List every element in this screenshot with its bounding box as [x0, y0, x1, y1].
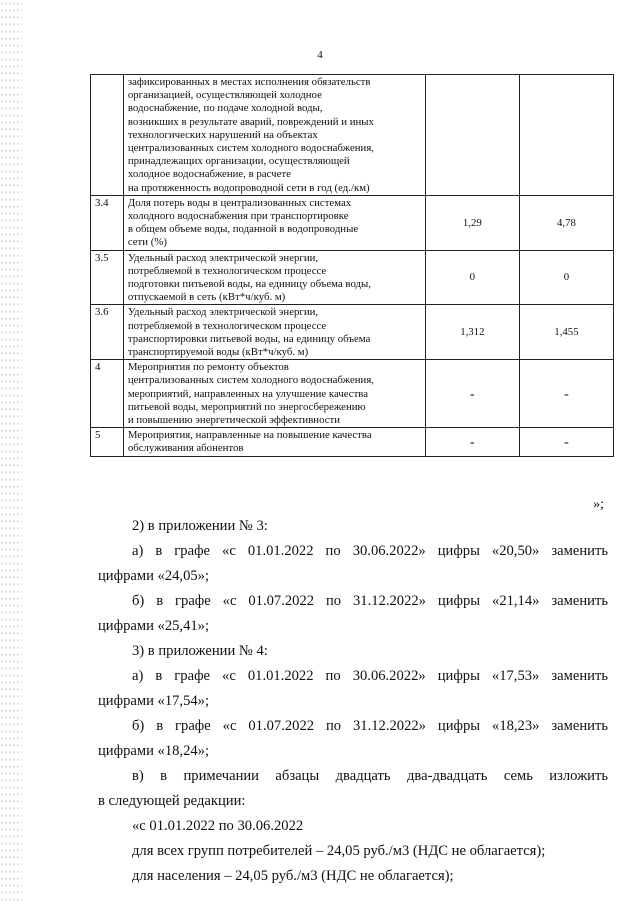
description-line: сети (%)	[127, 236, 167, 249]
description-line: Мероприятия по ремонту объектов	[127, 361, 289, 374]
description-line: потребляемой в технологическом процессе	[127, 264, 327, 277]
value-second-period: -	[519, 360, 613, 428]
row-number: 3.6	[91, 305, 124, 360]
description-line: централизованных систем холодного водоснабжения,	[127, 374, 374, 387]
description-line: отпускаемой в сеть (кВт*ч/куб. м)	[127, 291, 286, 304]
value-first-period	[425, 75, 519, 196]
row-number: 3.5	[91, 250, 124, 305]
description-line: потребляемой в технологическом процессе	[127, 319, 327, 332]
description-line: водоснабжение, по подаче холодной воды,	[127, 102, 323, 115]
value-first-period: 0	[425, 250, 519, 305]
paragraph: а) в графе «с 01.01.2022 по 30.06.2022» цифры «17,53» заменить	[132, 668, 608, 684]
table-row	[91, 250, 614, 305]
value-first-period: 1,312	[425, 305, 519, 360]
row-number	[91, 75, 124, 196]
paragraph: цифрами «24,05»;	[98, 568, 210, 584]
paragraph: цифрами «17,54»;	[98, 693, 210, 709]
value-second-period: -	[519, 428, 613, 456]
row-number: 5	[91, 428, 124, 456]
description-line: обслуживания абонентов	[127, 442, 244, 455]
description-line: холодного водоснабжения при транспортировке	[127, 210, 349, 223]
scan-edge-noise	[0, 0, 22, 905]
description-line: принадлежащих организации, осуществляющей	[127, 155, 350, 168]
paragraph: а) в графе «с 01.01.2022 по 30.06.2022» цифры «20,50» заменить	[132, 543, 608, 559]
paragraph: б) в графе «с 01.07.2022 по 31.12.2022» цифры «21,14» заменить	[132, 593, 608, 609]
paragraph: для населения – 24,05 руб./м3 (НДС не облагается);	[132, 868, 454, 884]
value-second-period: 4,78	[519, 195, 613, 250]
paragraph: в следующей редакции:	[98, 793, 246, 809]
table-row	[91, 305, 614, 360]
description-line: Доля потерь воды в централизованных системах	[127, 196, 352, 209]
row-description	[123, 428, 425, 456]
description-line: мероприятий, направленных на улучшение качества	[127, 387, 369, 400]
paragraph: в) в примечании абзацы двадцать два-двадцать семь изложить	[132, 768, 608, 784]
row-description	[123, 360, 425, 428]
closing-quote: »;	[593, 497, 604, 512]
description-line: Мероприятия, направленные на повышение качества	[127, 429, 372, 442]
description-line: на протяженность водопроводной сети в год (ед./км)	[127, 181, 370, 194]
description-line: холодное водоснабжение, в расчете	[127, 168, 291, 181]
description-line: в общем объеме воды, поданной в водопроводные	[127, 223, 359, 236]
row-description	[123, 75, 425, 196]
row-number: 3.4	[91, 195, 124, 250]
description-line: Удельный расход электрической энергии,	[127, 306, 319, 319]
value-second-period: 0	[519, 250, 613, 305]
table-row	[91, 75, 614, 196]
value-first-period: -	[425, 428, 519, 456]
description-line: транспортировки питьевой воды, на единицу объема	[127, 332, 371, 345]
description-line: питьевой воды, мероприятий по энергосбережению	[127, 400, 366, 413]
description-line: Удельный расход электрической энергии,	[127, 251, 319, 264]
value-second-period	[519, 75, 613, 196]
table-row	[91, 428, 614, 456]
amendment-text	[98, 514, 608, 889]
table-row	[91, 195, 614, 250]
description-line: и повышению энергетической эффективности	[127, 414, 341, 427]
paragraph: «с 01.01.2022 по 30.06.2022	[132, 818, 304, 834]
row-description	[123, 195, 425, 250]
description-line: централизованных систем холодного водоснабжения,	[127, 142, 374, 155]
paragraph: 2) в приложении № 3:	[132, 518, 268, 534]
paragraph: б) в графе «с 01.07.2022 по 31.12.2022» цифры «18,23» заменить	[132, 718, 608, 734]
row-description	[123, 250, 425, 305]
value-first-period: -	[425, 360, 519, 428]
description-line: возникших в результате аварий, повреждений и иных	[127, 115, 374, 128]
description-line: транспортируемой воды (кВт*ч/куб. м)	[127, 346, 309, 359]
paragraph: для всех групп потребителей – 24,05 руб./м3 (НДС не облагается);	[132, 843, 546, 859]
value-first-period: 1,29	[425, 195, 519, 250]
description-line: организацией, осуществляющей холодное	[127, 89, 322, 102]
description-line: подготовки питьевой воды, на единицу объема воды,	[127, 278, 371, 291]
description-line: зафиксированных в местах исполнения обязательств	[127, 76, 371, 88]
paragraph: цифрами «18,24»;	[98, 743, 210, 759]
description-line: технологических нарушений на объектах	[127, 128, 318, 141]
table-row	[91, 360, 614, 428]
page-number: 4	[317, 49, 323, 61]
paragraph: цифрами «25,41»;	[98, 618, 210, 634]
row-description	[123, 305, 425, 360]
value-second-period: 1,455	[519, 305, 613, 360]
row-number: 4	[91, 360, 124, 428]
indicators-table	[90, 74, 614, 457]
paragraph: 3) в приложении № 4:	[132, 643, 268, 659]
